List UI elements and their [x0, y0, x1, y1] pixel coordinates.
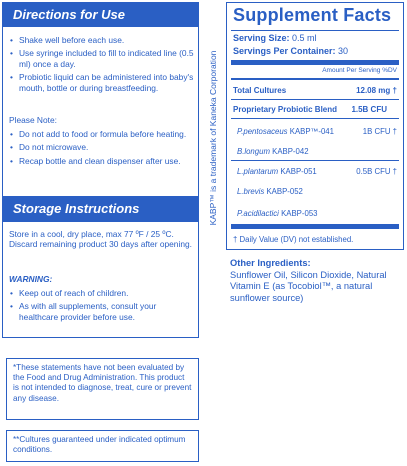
strain-value: 0.5B CFU †: [356, 167, 397, 176]
divider-thick: [231, 224, 399, 229]
divider: [231, 160, 399, 161]
list-item: • Recap bottle and clean dispenser after use.: [9, 156, 195, 166]
strain-row: L.brevis KABP-052: [237, 187, 303, 196]
total-cultures-row: [233, 86, 397, 95]
blend-value: 1.5B CFU: [351, 105, 387, 114]
list-item: • Probiotic liquid can be administered into baby's mouth, bottle or during breastfeeding.: [9, 72, 195, 93]
header-dv: %DV: [382, 67, 397, 74]
list-item: • Do not microwave.: [9, 142, 195, 152]
strain-row: P.acidilactici KABP-053: [237, 209, 318, 218]
strain-value: 1B CFU †: [362, 127, 397, 136]
list-item: • As with all supplements, consult your healthcare provider before use.: [9, 301, 195, 322]
divider-thick: [231, 60, 399, 65]
strain-row: B.longum KABP-042: [237, 147, 309, 156]
list-item: • Do not add to food or formula before heating.: [9, 129, 195, 139]
blend-row: [233, 105, 397, 114]
note-list: [9, 129, 195, 169]
strain-row: L.plantarum KABP-051: [237, 167, 317, 176]
storage-title: Storage Instructions: [3, 196, 198, 222]
total-cultures-label: Total Cultures: [233, 86, 287, 95]
fda-disclaimer: *These statements have not been evaluated by the Food and Drug Administration. This product is not intended to diagnose, treat, cure or prevent any disease.: [6, 358, 199, 420]
directions-list: [9, 35, 195, 96]
warning-list: [9, 288, 195, 325]
other-ingredients-title: Other Ingredients:: [230, 258, 311, 268]
divider: [231, 30, 399, 31]
divider: [231, 99, 399, 100]
supplement-facts-title: Supplement Facts: [233, 5, 392, 25]
serving-size-label: Serving Size:: [233, 33, 290, 43]
please-note-label: Please Note:: [9, 115, 57, 125]
list-item: • Keep out of reach of children.: [9, 288, 195, 298]
directions-title: Directions for Use: [3, 3, 198, 27]
serving-size-value: 0.5 ml: [292, 33, 317, 43]
daily-value-footnote: † Daily Value (DV) not established.: [233, 235, 354, 244]
divider: [231, 118, 399, 119]
list-item: • Use syringe included to fill to indicated line (0.5 ml) once a day.: [9, 48, 195, 69]
divider: [231, 78, 399, 80]
servings-per-container: [233, 46, 348, 56]
trademark-text: KABP™ is a trademark of Kaneka Corporation: [208, 50, 218, 226]
servings-value: 30: [338, 46, 349, 56]
other-ingredients-text: Sunflower Oil, Silicon Dioxide, Natural Vitamin E (as Tocobiol™, a natural sunflower source): [230, 270, 387, 303]
column-headers: [322, 67, 397, 74]
total-cultures-amount: 12.08 mg †: [356, 86, 397, 95]
serving-size: [233, 33, 317, 43]
blend-label: Proprietary Probiotic Blend: [233, 105, 338, 114]
header-amount: Amount Per Serving: [322, 67, 381, 74]
storage-text: Store in a cool, dry place, max 77 ºF / 25 ºC. Discard remaining product 30 days after opening.: [9, 229, 192, 250]
cultures-note: **Cultures guaranteed under indicated optimum conditions.: [6, 430, 199, 462]
strain-row: P.pentosaceus KABP™-041: [237, 127, 334, 136]
warning-label: WARNING:: [9, 274, 53, 284]
trademark-vertical: [205, 8, 221, 268]
servings-label: Servings Per Container:: [233, 46, 336, 56]
directions-panel: [2, 2, 199, 338]
supplement-facts-panel: [226, 2, 404, 250]
list-item: • Shake well before each use.: [9, 35, 195, 45]
